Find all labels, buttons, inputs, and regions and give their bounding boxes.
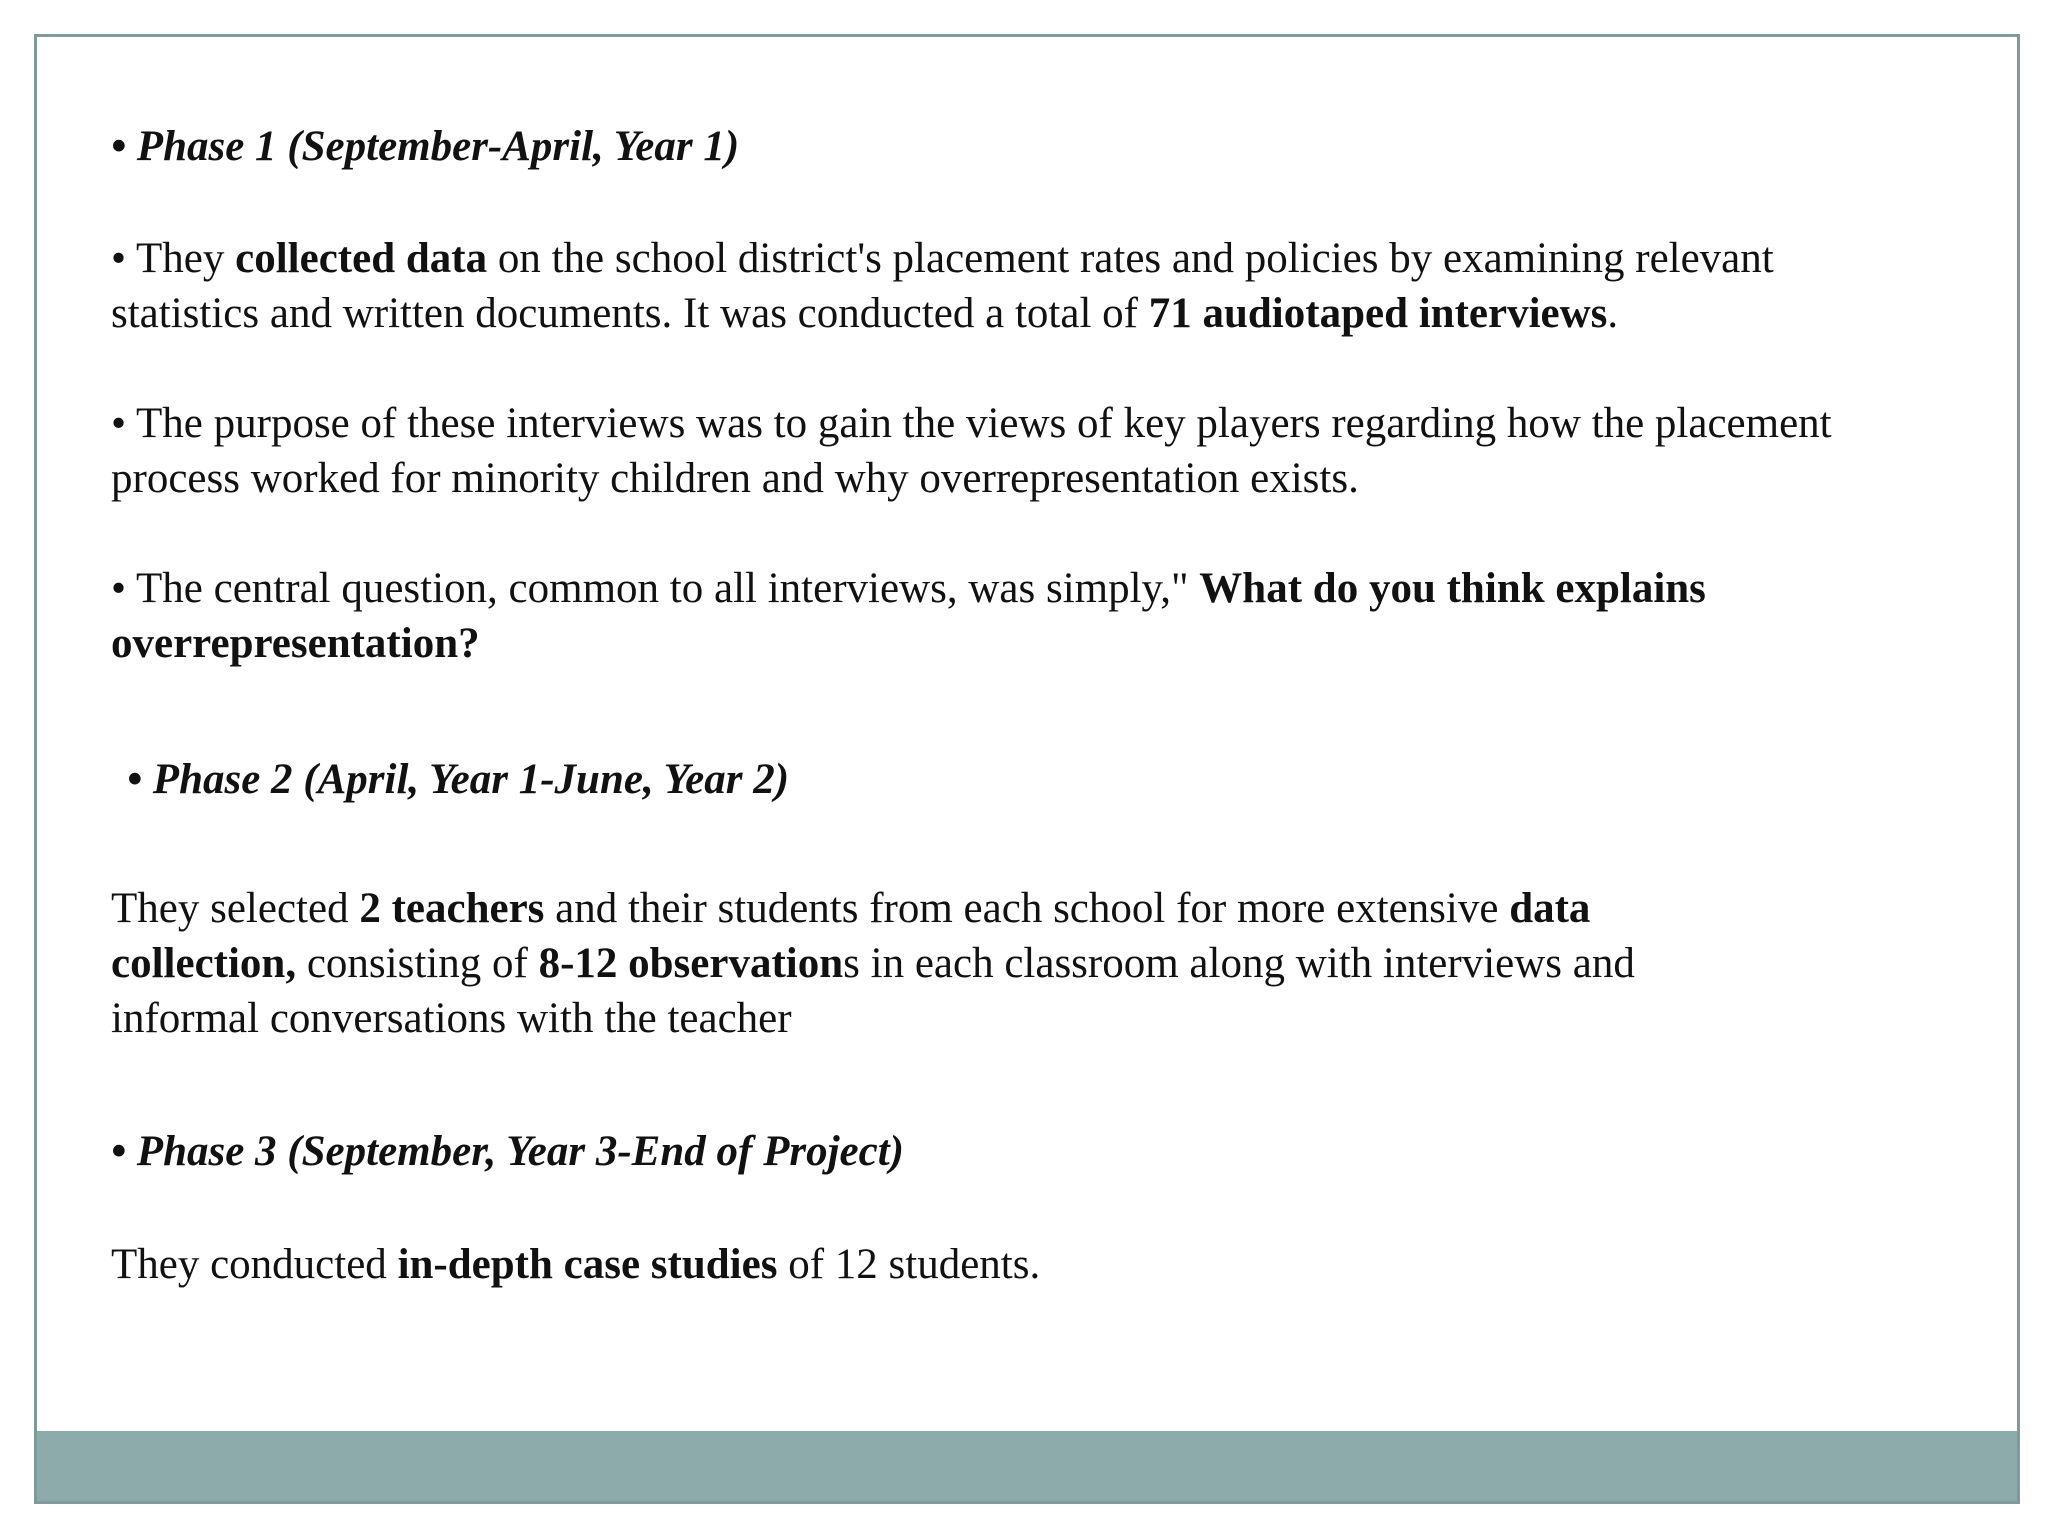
phase-2-paragraph xyxy=(111,881,2001,1046)
text-line: • They collected data on the school district's placement rates and policies by examining relevant xyxy=(111,235,1774,282)
text-line: They selected 2 teachers and their students from each school for more extensive data xyxy=(111,885,1591,932)
phase-3-heading-text: • Phase 3 (September, Year 3-End of Project) xyxy=(111,1128,904,1175)
phase-3-paragraph xyxy=(111,1237,2001,1292)
text-line: process worked for minority children and why overrepresentation exists. xyxy=(111,455,1359,502)
phase-2-heading xyxy=(127,752,2017,807)
emphasis-interview-count: 71 audiotaped interviews xyxy=(1148,290,1608,337)
emphasis-collection: collection, xyxy=(111,940,297,987)
text-line: statistics and written documents. It was conducted a total of 71 audiotaped interviews. xyxy=(111,290,1619,337)
footer-band xyxy=(37,1431,2017,1501)
text-line: They conducted in-depth case studies of 12 students. xyxy=(111,1241,1041,1288)
text-line: • The central question, common to all interviews, was simply," What do you think explains xyxy=(111,565,1706,612)
text-line: informal conversations with the teacher xyxy=(111,995,792,1042)
emphasis-teachers: 2 teachers xyxy=(359,885,545,932)
phase-2-heading-text: • Phase 2 (April, Year 1-June, Year 2) xyxy=(127,756,790,803)
emphasis-data: data xyxy=(1509,885,1591,932)
phase-1-data-collection-paragraph xyxy=(111,231,2001,341)
phase-1-central-question-paragraph xyxy=(111,561,2001,671)
phase-1-heading-text: • Phase 1 (September-April, Year 1) xyxy=(111,123,740,170)
emphasis-case-studies: in-depth case studies xyxy=(397,1241,778,1288)
emphasis-observations: 8-12 observation xyxy=(538,940,844,987)
emphasis-central-question-end: overrepresentation? xyxy=(111,620,480,667)
text-line: • The purpose of these interviews was to gain the views of key players regarding how the placement xyxy=(111,400,1832,447)
slide-frame xyxy=(34,34,2020,1504)
emphasis-central-question: What do you think explains xyxy=(1199,565,1706,612)
text-line: collection, consisting of 8-12 observations in each classroom along with interviews and xyxy=(111,940,1635,987)
phase-1-heading xyxy=(111,119,2001,174)
phase-3-heading xyxy=(111,1124,2001,1179)
emphasis-collected-data: collected data xyxy=(235,235,488,282)
phase-1-purpose-paragraph xyxy=(111,396,2001,506)
